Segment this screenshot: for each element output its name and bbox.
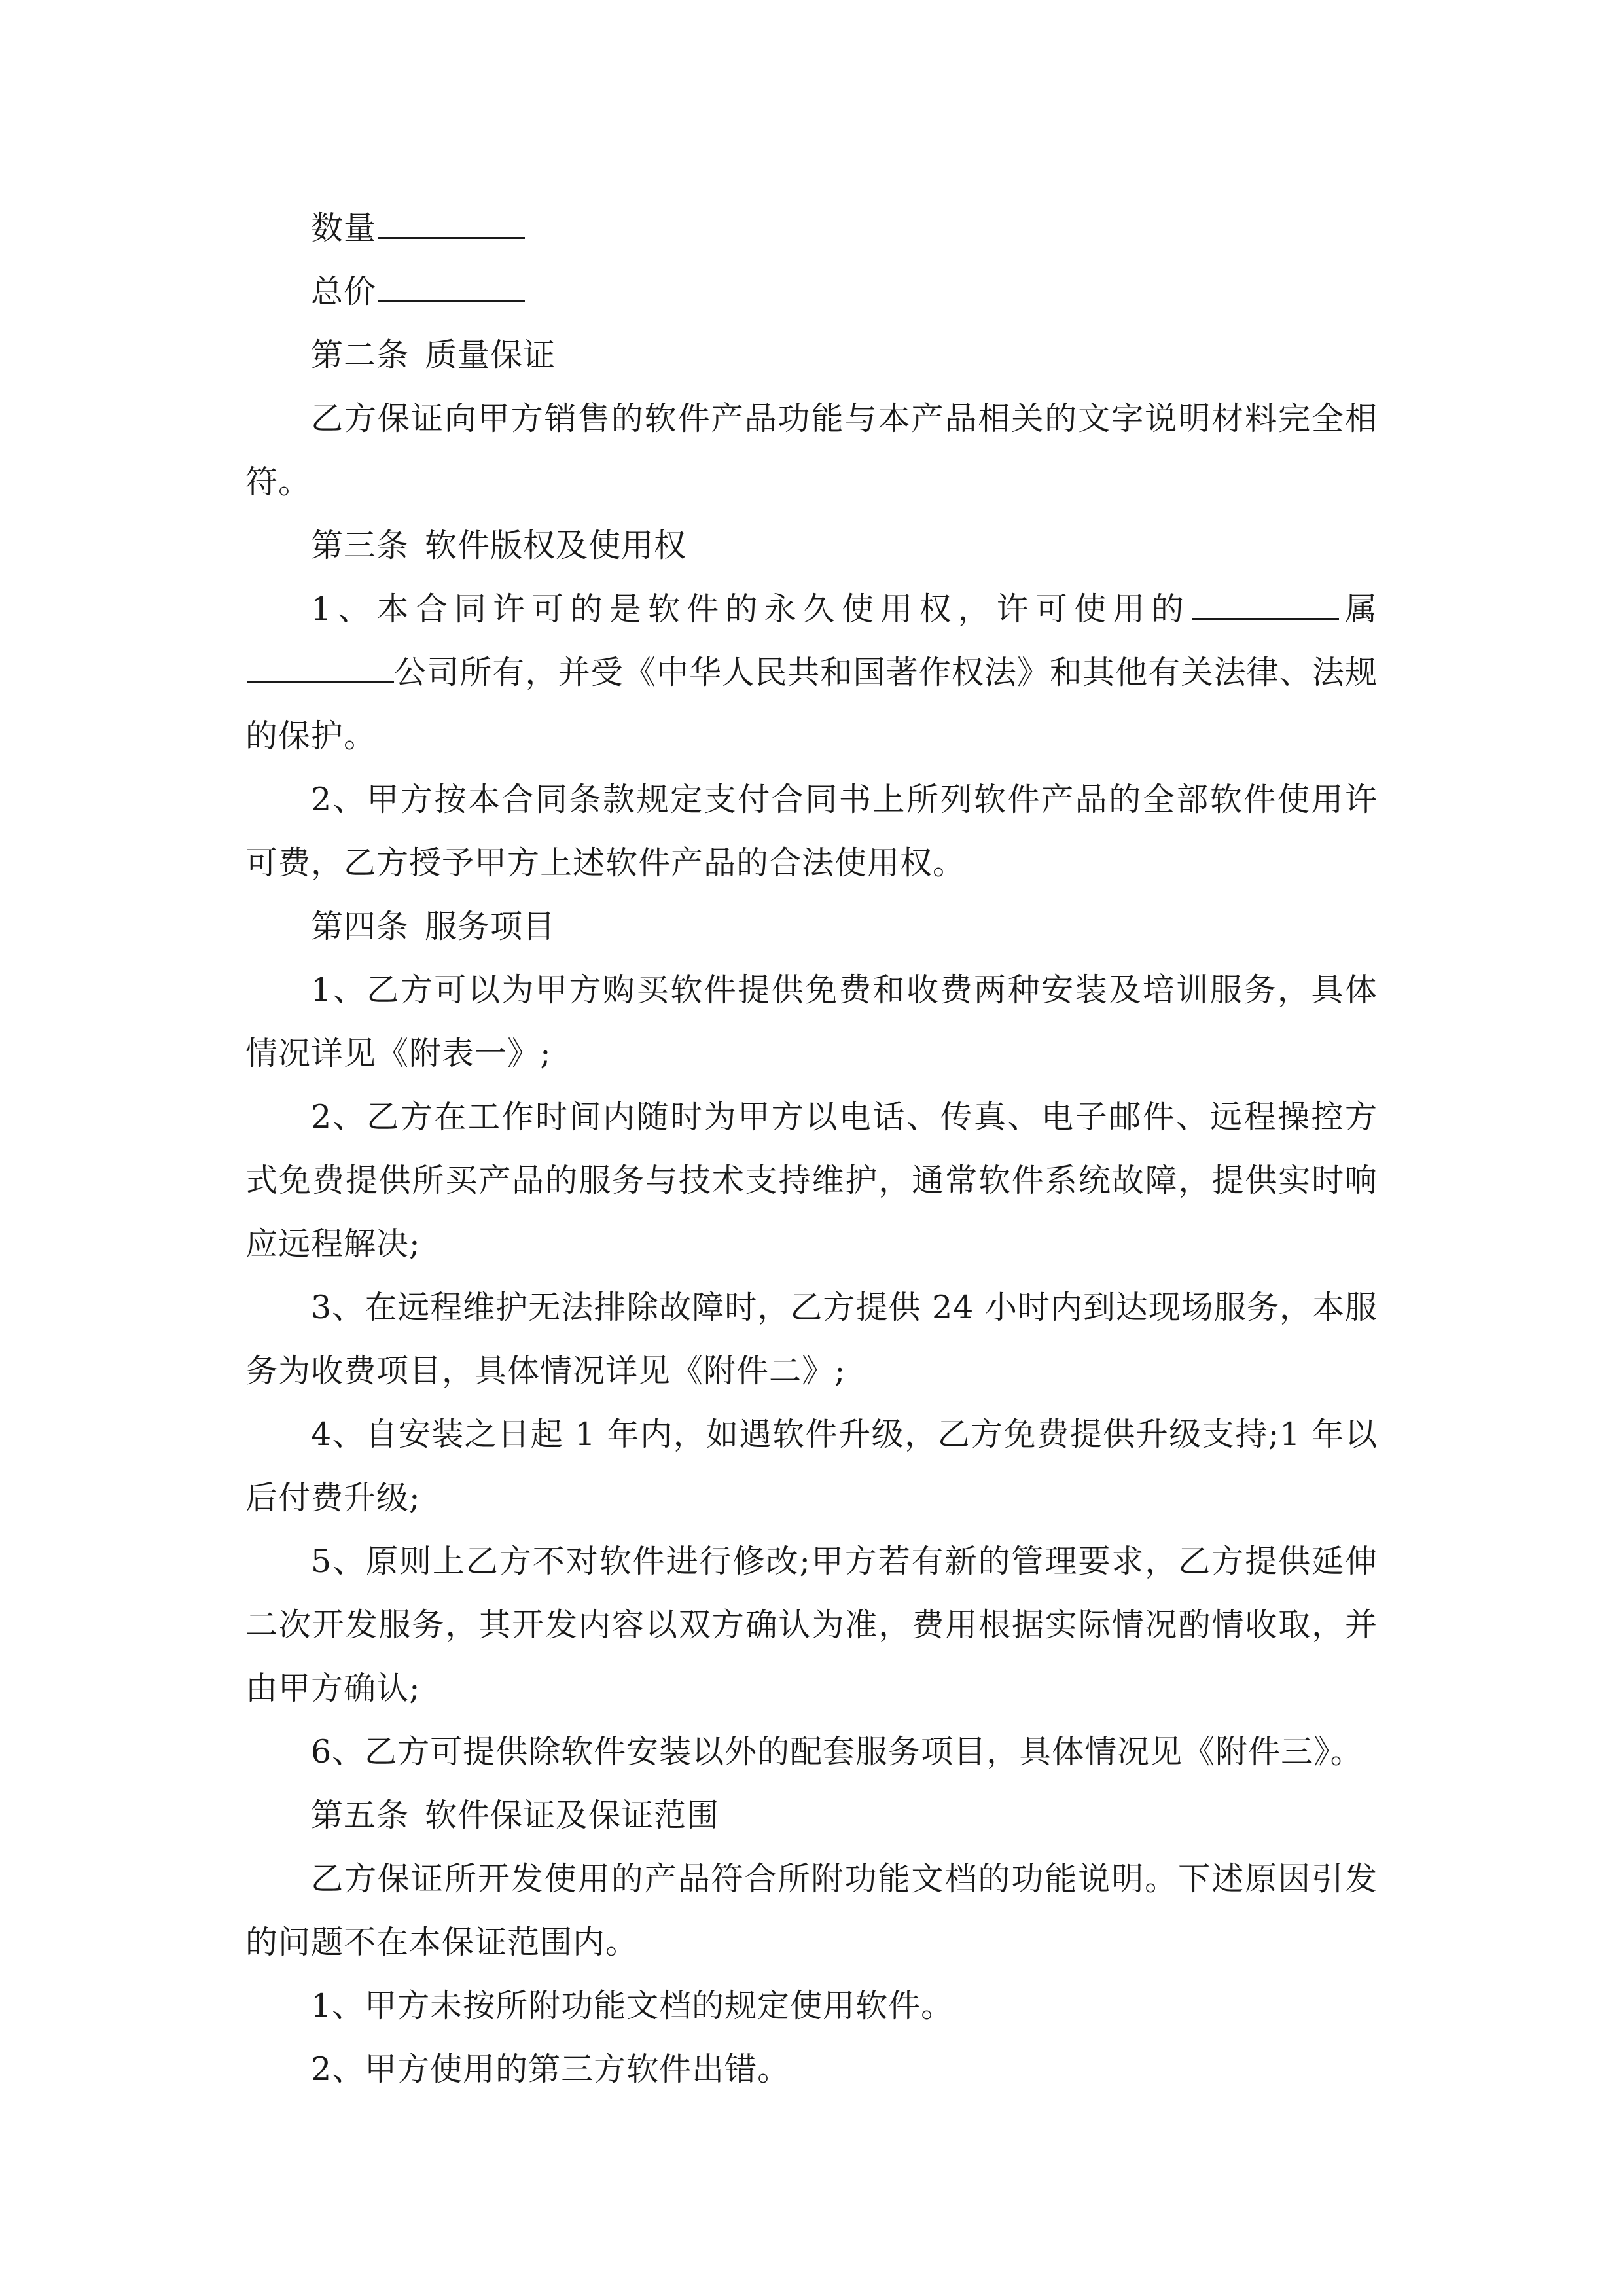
- article-5-clause-2: 2、甲方使用的第三方软件出错。: [311, 2051, 791, 2088]
- article-4-clause-5: 5、原则上乙方不对软件进行修改;甲方若有新的管理要求，乙方提供延伸二次开发服务，其开发内容以双方确认为准，费用根据实际情况酌情收取，并由甲方确认;: [245, 1543, 1378, 1707]
- article-4-clause-4: 4、自安装之日起 1 年内，如遇软件升级，乙方免费提供升级支持;1 年以后付费升级;: [245, 1416, 1378, 1516]
- clause-text: 属: [1338, 590, 1378, 628]
- article-4-clause-6: 6、乙方可提供除软件安装以外的配套服务项目，具体情况见《附件三》。: [311, 1733, 1363, 1770]
- article-5-number: 第五条: [311, 1797, 410, 1834]
- article-4-clause-1: 1、乙方可以为甲方购买软件提供免费和收费两种安装及培训服务，具体情况详见《附表一》;: [245, 971, 1378, 1072]
- total-price-label: 总价: [311, 273, 377, 310]
- document-page: [245, 196, 1378, 2101]
- article-4-heading: [245, 895, 1378, 958]
- total-price-blank: [378, 274, 525, 302]
- total-price-field: [245, 260, 1378, 323]
- article-3-clause-1: [245, 577, 1378, 768]
- quantity-field: [245, 196, 1378, 260]
- company-name-blank: [247, 655, 394, 683]
- article-4-number: 第四条: [311, 908, 410, 945]
- article-4-title: 服务项目: [425, 908, 556, 945]
- quantity-blank: [378, 211, 525, 239]
- article-2-heading: [245, 323, 1378, 387]
- software-name-blank: [1192, 592, 1339, 620]
- article-4-clause-3: 3、在远程维护无法排除故障时，乙方提供 24 小时内到达现场服务，本服务为收费项目，具体情况详见《附件二》;: [245, 1289, 1378, 1390]
- article-3-clause-2: 2、甲方按本合同条款规定支付合同书上所列软件产品的全部软件使用许可费，乙方授予甲方上述软件产品的合法使用权。: [245, 781, 1378, 882]
- article-2-number: 第二条: [311, 336, 410, 374]
- clause-text: 公司所有，并受《中华人民共和国著作权法》和其他有关法律、法规的保护。: [245, 654, 1378, 755]
- article-4-clause-2: 2、乙方在工作时间内随时为甲方以电话、传真、电子邮件、远程操控方式免费提供所买产品的服务与技术支持维护，通常软件系统故障，提供实时响应远程解决;: [245, 1098, 1378, 1263]
- article-3-title: 软件版权及使用权: [425, 527, 687, 564]
- article-5-title: 软件保证及保证范围: [425, 1797, 720, 1834]
- article-5-clause-1: 1、甲方未按所附功能文档的规定使用软件。: [311, 1987, 954, 2024]
- article-2-title: 质量保证: [425, 336, 556, 374]
- article-2-paragraph: 乙方保证向甲方销售的软件产品功能与本产品相关的文字说明材料完全相符。: [245, 400, 1378, 501]
- clause-text: 1、本合同许可的是软件的永久使用权，许可使用的: [311, 590, 1190, 628]
- article-3-number: 第三条: [311, 527, 410, 564]
- quantity-label: 数量: [311, 209, 377, 247]
- article-3-heading: [245, 514, 1378, 577]
- article-5-heading: [245, 1784, 1378, 1847]
- article-5-paragraph: 乙方保证所开发使用的产品符合所附功能文档的功能说明。下述原因引发的问题不在本保证范围内。: [245, 1860, 1378, 1961]
